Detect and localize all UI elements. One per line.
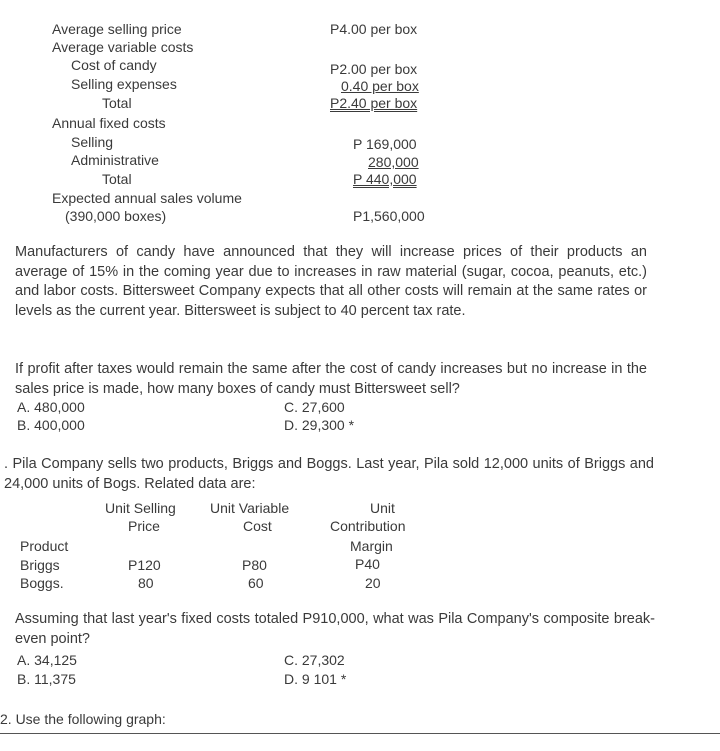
total-fixed-value: P 440,000 — [353, 171, 417, 187]
selling-value: P 169,000 — [353, 136, 417, 152]
header-unit-variable: Unit Variable — [210, 500, 290, 516]
administrative-label: Administrative — [71, 152, 159, 168]
q1-option-d: D. 29,300 * — [284, 417, 355, 433]
q1-option-a: A. 480,000 — [17, 399, 85, 415]
q1-option-c: C. 27,600 — [284, 399, 345, 415]
row-briggs-cm: P40 — [355, 556, 380, 572]
question-1-text: If profit after taxes would remain the same after the cost of candy increases but no increase in the sales price is made, how many boxes of candy must Bittersweet sell? — [15, 361, 647, 397]
selling-label: Selling — [71, 134, 114, 150]
problem-paragraph: Manufacturers of candy have announced that they will increase prices of their products an average of 15% in the coming year due to increases in raw material (sugar, cocoa, peanuts, etc.) and labor costs. Bittersweet Company expects that all other costs will remain at the same rates or levels as the current year. Bittersweet is subject to 40 percent tax rate. — [15, 244, 647, 319]
q2-option-d: D. 9 101 * — [284, 671, 347, 687]
header-price: Price — [128, 518, 160, 534]
q1-option-b: B. 400,000 — [17, 417, 85, 433]
total-fixed-label: Total — [102, 171, 132, 187]
expected-volume-sub: (390,000 boxes) — [65, 208, 167, 224]
row-briggs-price: P120 — [128, 557, 161, 573]
row-boggs-cm: 20 — [365, 575, 381, 591]
selling-expenses-label: Selling expenses — [71, 76, 177, 92]
row-briggs-name: Briggs — [20, 557, 60, 573]
row-boggs-price: 80 — [138, 575, 154, 591]
row-boggs-cost: 60 — [248, 575, 264, 591]
row-briggs-cost: P80 — [242, 557, 267, 573]
expected-volume-label: Expected annual sales volume — [52, 190, 242, 206]
footer-instruction: 2. Use the following graph: — [0, 711, 166, 727]
header-product: Product — [20, 538, 69, 554]
expected-volume-value: P1,560,000 — [353, 208, 425, 224]
total-variable-value: P2.40 per box — [330, 95, 418, 111]
annual-fixed-label: Annual fixed costs — [52, 115, 166, 131]
header-contribution: Contribution — [330, 518, 406, 534]
cost-of-candy-label: Cost of candy — [71, 57, 157, 73]
row-boggs-name: Boggs. — [20, 575, 64, 591]
avg-selling-price-label: Average selling price — [52, 21, 182, 37]
q2-option-c: C. 27,302 — [284, 652, 345, 668]
page-divider — [0, 733, 720, 734]
question-2-text: Assuming that last year's fixed costs totaled P910,000, what was Pila Company's composite break-even point? — [15, 611, 655, 647]
cost-of-candy-value: P2.00 per box — [330, 61, 418, 77]
header-unit-selling: Unit Selling — [105, 500, 176, 516]
selling-expenses-value: 0.40 per box — [341, 78, 419, 94]
administrative-value: 280,000 — [368, 154, 419, 170]
header-margin: Margin — [350, 538, 393, 554]
header-cost: Cost — [243, 518, 272, 534]
q2-option-b: B. 11,375 — [17, 671, 76, 687]
q2-option-a: A. 34,125 — [17, 652, 77, 668]
problem-2-intro: . Pila Company sells two products, Briggs and Boggs. Last year, Pila sold 12,000 units of Briggs and 24,000 units of Bogs. Related data are: — [4, 456, 654, 492]
total-variable-label: Total — [102, 95, 132, 111]
avg-variable-costs-label: Average variable costs — [52, 39, 194, 55]
header-unit: Unit — [370, 500, 395, 516]
avg-selling-price-value: P4.00 per box — [330, 21, 418, 37]
